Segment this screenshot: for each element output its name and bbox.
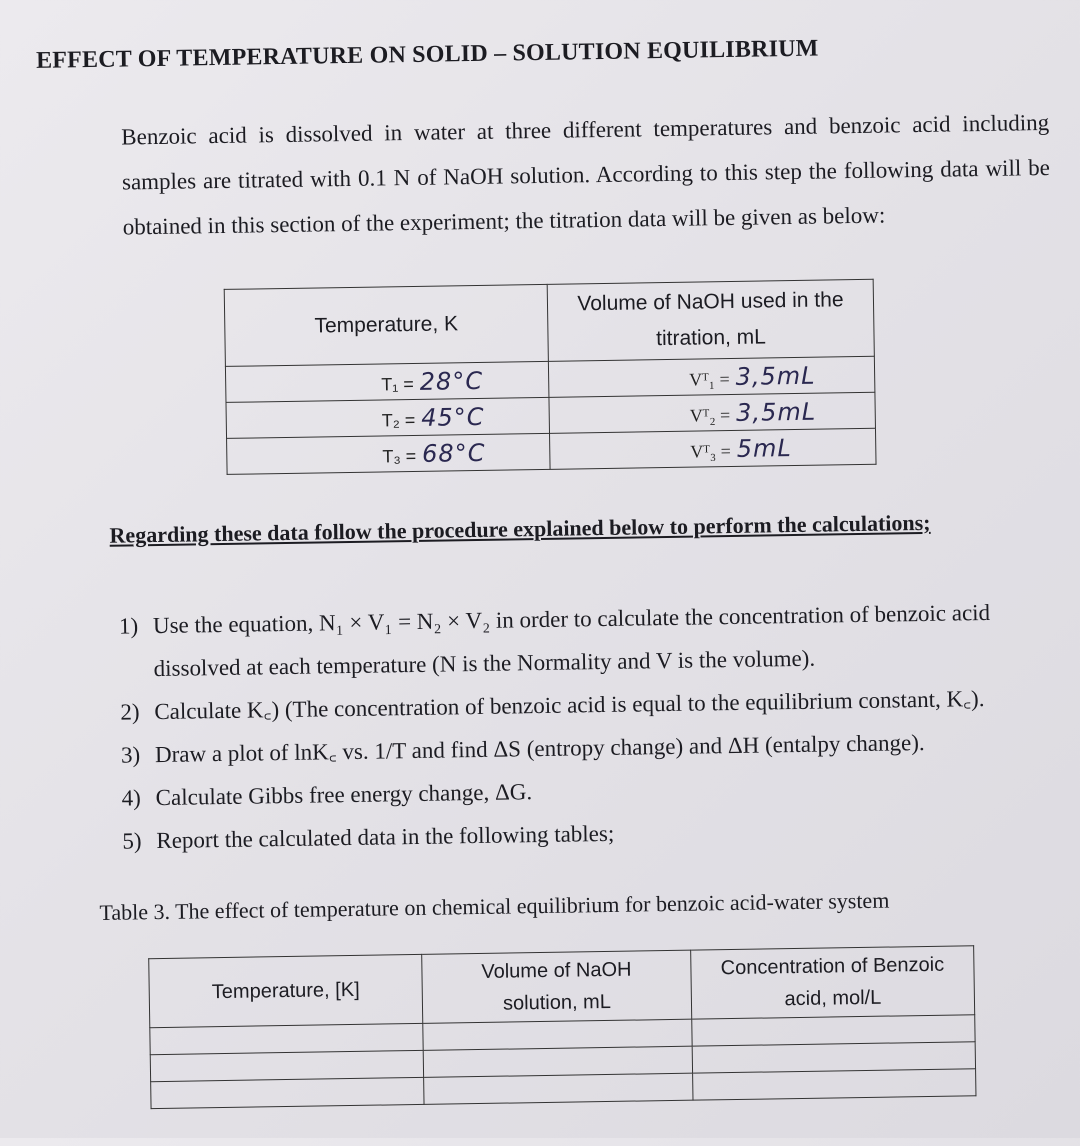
temp-label: T₁ = xyxy=(381,373,414,394)
volume-label: Vᵀ₁ = xyxy=(689,368,730,390)
step-text: Calculate K꜀) (The concentration of benzoic acid is equal to the equilibrium constant, K꜀). xyxy=(154,686,985,725)
header-volume-line2: titration, mL xyxy=(655,325,767,351)
step-text: Calculate Gibbs free energy change, ΔG. xyxy=(155,779,533,811)
table-caption: Table 3. The effect of temperature on chemical equilibrium for benzoic acid-water system xyxy=(99,887,890,925)
step-text: Report the calculated data in the following tables; xyxy=(156,820,615,854)
volume-cell xyxy=(549,392,876,433)
temp-value: 68°C xyxy=(421,438,486,468)
empty-cell[interactable] xyxy=(150,1050,423,1081)
volume-label: Vᵀ₃ = xyxy=(690,440,731,462)
header-volume-line2: solution, mL xyxy=(502,990,612,1015)
volume-value: 3,5mL xyxy=(735,361,816,391)
step-number: 5) xyxy=(122,828,142,854)
volume-cell xyxy=(548,356,875,397)
step-text: Use the equation, N₁ × V₁ = N₂ × V₂ in order to calculate the concentration of benzoic acid dissolved at each temperature (N is the Normality and V is the volume). xyxy=(152,599,991,682)
empty-cell[interactable] xyxy=(693,1069,976,1100)
page-title: EFFECT OF TEMPERATURE ON SOLID – SOLUTION EQUILIBRIUM xyxy=(35,35,819,74)
header-temperature: Temperature, [K] xyxy=(149,954,423,1027)
temperature-cell xyxy=(227,433,551,474)
empty-cell[interactable] xyxy=(424,1073,693,1104)
table-header-row xyxy=(224,279,874,366)
header-temperature: Temperature, K xyxy=(224,284,548,366)
step-number: 1) xyxy=(118,613,139,639)
volume-value: 5mL xyxy=(736,433,792,463)
empty-cell[interactable] xyxy=(151,1077,424,1108)
intro-paragraph: Benzoic acid is dissolved in water at three different temperatures and benzoic acid including samples are titrated with 0.1 N of NaOH solution. According to this step the following data will be obtained in this section of the experiment; the titration data will be given as below: xyxy=(121,109,1051,240)
header-concentration-line2: acid, mol/L xyxy=(784,986,882,1011)
header-concentration-line1: Concentration of Benzoic xyxy=(720,953,945,980)
step-number: 3) xyxy=(120,742,141,768)
volume-label: Vᵀ₂ = xyxy=(689,404,731,426)
temp-value: 45°C xyxy=(421,402,485,432)
temperature-cell xyxy=(226,397,550,438)
empty-cell[interactable] xyxy=(150,1023,423,1054)
empty-cell[interactable] xyxy=(423,1046,692,1077)
temp-label: T₃ = xyxy=(382,445,417,466)
titration-data-table xyxy=(224,279,877,475)
step-number: 2) xyxy=(120,699,140,725)
volume-cell xyxy=(550,428,877,469)
header-volume-line1: Volume of NaOH used in the xyxy=(577,288,844,316)
temp-label: T₂ = xyxy=(381,409,416,430)
procedure-steps xyxy=(119,590,1063,863)
temp-value: 28°C xyxy=(419,366,484,396)
header-concentration xyxy=(691,946,975,1019)
header-volume xyxy=(547,279,874,361)
table-header-row xyxy=(149,946,975,1028)
procedure-heading: Regarding these data follow the procedure explained below to perform the calculations; xyxy=(109,509,931,548)
results-table xyxy=(148,945,976,1109)
header-volume xyxy=(422,950,692,1023)
volume-value: 3,5mL xyxy=(735,397,817,427)
empty-cell[interactable] xyxy=(423,1019,692,1050)
step-number: 4) xyxy=(121,785,142,811)
list-item xyxy=(119,590,1060,691)
temperature-cell xyxy=(225,361,549,402)
step-text: Draw a plot of lnK꜀ vs. 1/T and find ΔS (entropy change) and ΔH (entalpy change). xyxy=(154,729,925,768)
header-volume-line1: Volume of NaOH xyxy=(481,958,632,983)
